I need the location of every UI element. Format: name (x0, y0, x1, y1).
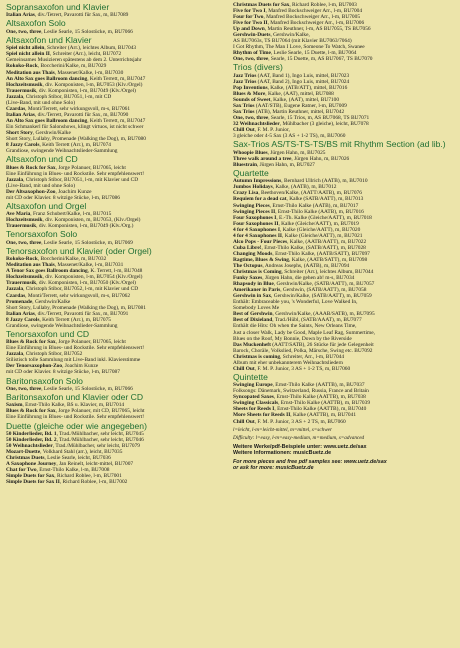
catalog-entry (6, 240, 227, 246)
entry-title: Four Saxophones I (233, 214, 277, 221)
entry-title: Chill Out (233, 365, 255, 372)
entry-title: Trauermusik (6, 280, 37, 287)
entry-title: Czardas (6, 292, 26, 299)
entry-title: Christmas is coming (233, 353, 281, 360)
entry-details: , Kalke (Gleiche/AATT), m, BU7021 (282, 232, 363, 239)
entry-title: Five for Two I (233, 8, 266, 15)
entry-details: , Keith Terrett, m, BU7047 (87, 117, 146, 124)
section-heading: Altsaxofon Solo (6, 18, 66, 29)
difficulty-legend-en: Difficulty: l=easy, l-m=easy-medium, m=medium, s=advanced (233, 434, 365, 441)
entry-title: Rokoko-Rock (6, 63, 38, 70)
entry-title: Sax Trios (233, 109, 255, 116)
entry-title: One, two, three (6, 239, 42, 246)
entry-details: , Christoph Stibor, BU7052, l-m, mit Klavier und CD (23, 286, 139, 293)
entry-details: , Ernst-Thilo Kalke (AATTB), m, BU7038 (273, 394, 366, 401)
entry-title: Rhythm of Time (233, 50, 271, 57)
entry-title: More Sheets for Reeds II (233, 412, 291, 419)
entry-details: , Jan Reinelt, leicht-mittel, BU7007 (56, 461, 134, 468)
entry-details: (AATT/SATB), 26 Stücke für jede Gelegenheit (270, 341, 374, 348)
entry-details: Gemeinsames Musizieren spätestens ab dem 2. Unterrichtsjahr (6, 57, 142, 64)
entry-details: , Gershwin/Kalke (32, 298, 71, 305)
entry-title: Jazzala (6, 351, 24, 358)
entry-title: Hochzeitsmusik (6, 217, 43, 224)
footer-more-info-de: Weitere Informationen: musicBuetz.de (233, 449, 332, 456)
catalog-entry (6, 479, 227, 485)
entry-details: , Leslie Searle, 15 Solostücke, m, BU7066 (41, 385, 133, 392)
entry-title: Swinging Pieces (233, 202, 270, 209)
entry-details: Eine Einführung in Blues- und Rockstile. Sehr empfehlenswert! (6, 345, 145, 352)
entry-details: , Gershwin/Kalke, (SATB/AATT), m, BU7059 (271, 293, 372, 300)
entry-details: , Manfred Bockschweiger Arr., l-m, BU7004 (265, 8, 363, 15)
entry-title: 32 Weihnachtslieder (233, 121, 280, 128)
entry-details: , Trad./Mühlbacher, sehr leicht, BU7045 (56, 430, 144, 437)
entry-details: , Ernst-Thilo Kalke (AATTB), m, BU7039 (278, 400, 371, 407)
entry-title: Three walk around a tree (233, 155, 292, 162)
entry-title: Blues & More (233, 91, 266, 98)
entry-title: Rhapsody in Blue (233, 281, 274, 288)
section-heading: Quintette (233, 371, 268, 382)
entry-details: , Ernst-Thilo Kalke, l-m, BU7008 (36, 467, 110, 474)
entry-details: (ATB), Martin Reuthner, mittel, BU7042 (254, 109, 345, 116)
entry-title: Trauermusik (6, 87, 37, 94)
entry-details: (Live-Band, mit und ohne Solo) (6, 99, 76, 106)
entry-details: , div. Komponisten, l-m, BU7053 (Klv./Orgel) (42, 81, 143, 88)
entry-details: , F. M. P. Junior, 3 AS + 1-2 TS, m, BU7060 (254, 365, 351, 372)
entry-details: , Trad./Mühlbacher, sehr leicht, BU7046 (56, 436, 144, 443)
entry-details: , Manfred Bockschweiger Arr., l-m, BU7005 (263, 14, 361, 21)
entry-details: , Leslie Searle, 15 Duette, l-m, BU7064 (270, 50, 357, 57)
entry-title: One, two, three (6, 28, 42, 35)
entry-details: I Got Rhythm, The Man I Love, Someone To Watch, Swanee (233, 44, 365, 51)
entry-details: Grandiose, swingende Weihnachtslieder-Sammlung (6, 148, 118, 155)
entry-title: Cuba Libre! (233, 244, 262, 251)
entry-title: Blues & Rock for Sax (6, 164, 56, 171)
entry-title: A Tenor Sax goes Ballroom dancing (6, 268, 88, 275)
entry-details: , Gershwin, (SATB/AATT), m, BU7058 (280, 287, 367, 294)
entry-details: , Manfred Bockschweiger Arr., l-m, BU7006 (267, 20, 365, 27)
entry-details: (AAT, Band 1), Ingo Luis, mittel, BU7023 (256, 72, 350, 79)
footer-more-works-de: Weitere Werke/pdf-Beispiele unter: www.uetz.de/sax (233, 443, 367, 450)
entry-title: Meditation aus Thais (6, 262, 55, 269)
section-heading: Tenorsaxofon und CD (6, 328, 90, 339)
entry-details: , Richard Roblee, l-m, BU7003 (289, 2, 357, 8)
entry-title: Swinging Classicals (233, 400, 279, 407)
entry-details: mit CD oder Klavier. 8 witzige Stücke, l-m, BU7086 (6, 194, 120, 201)
footer-ask-more-en: or ask for more: musicBuetz.de (233, 465, 314, 472)
entry-details: , K. Terrett, l-m, BU7048 (87, 268, 143, 275)
entry-details: , Ernst-Thilo Kalke, BS u. Klavier, m, BU7014 (22, 402, 125, 409)
entry-details: (Live-Band, mit und ohne Solo) (6, 182, 76, 189)
entry-title: One, two, three (6, 385, 42, 392)
entry-details: 3 gleiche oder 4-5 Sax (3 AS + 1-2 TS), m, BU7060 (233, 133, 346, 140)
entry-title: One, two, three (233, 56, 269, 63)
entry-title: An Alto Sax goes Ballroom dancing (6, 75, 88, 82)
entry-details: , Trad./Hübl, (SATB/AAAT), m, BU7077 (272, 317, 362, 324)
entry-title: Short Story (6, 129, 33, 136)
entry-details: Enthält: Embraceable you, 's Wonderful, Love Walked In, (233, 299, 358, 306)
entry-details: (AAT/STB), Eugene Ratner, l-m, BU7009 (254, 103, 347, 110)
entry-details: , Boccherini/Kalke, m, BU7032 (37, 256, 107, 263)
entry-title: Simple Duets for Sax II (6, 479, 60, 486)
entry-details: , div./Tetrert, Pavarotti für Sax, m, BU7089 (34, 12, 129, 19)
entry-details: , Ernst-Thilo Kalke (AATB), m, BU7017 (269, 202, 359, 209)
entry-details: , Gershwin/Kalke, (SATB/AATT), m, BU7057 (273, 281, 375, 288)
entry-details: , Kalke, (AATB/AATT), m, BU7022 (287, 238, 367, 245)
entry-details: , Leslie Searle, 15 Solostücke, m, BU7066 (41, 28, 133, 35)
entry-details: , Jorge Polanuer, BU7065, leicht (55, 164, 126, 171)
entry-details: , Christoph Stibor, BU7052 (23, 351, 83, 358)
entry-details: , Monti/Terrett, sehr wirkungsvoll, m-s, BU7061 (25, 105, 131, 112)
entry-details: , Christoph Stibor, BU7051, l-m, mit Klavier und CD (23, 176, 139, 183)
entry-title: Italian Arias (6, 111, 35, 118)
entry-details: Eine Einführung in Blues- und Rockstile. Sehr empfehlenswert! (6, 170, 145, 177)
entry-title: Autumn Impressions (233, 178, 282, 185)
entry-title: Czardas (6, 105, 26, 112)
entry-details: , Boccherini/Kalke, m, BU7029 (37, 63, 107, 70)
section-heading: Quartette (233, 167, 269, 178)
entry-details: , Ernst-Thilo Kalke (AATTB), m, BU7037 (272, 382, 365, 389)
entry-title: Sax Trios (233, 103, 255, 110)
section-heading: Trios (divers) (233, 62, 283, 73)
entry-title: Jazzala (6, 93, 24, 100)
entry-details: Barock, Choräle, Volkslied, Polka, Märsche, Swing etc. BU7092 (233, 347, 373, 354)
entry-details: , div./Terrett, Pavarotti für Sax, m, BU7091 (34, 310, 129, 317)
entry-details: Blues on the Roof, My Bonnie, Down by the Riverside (233, 335, 352, 342)
entry-details: (AAT, Band 2), Ingo Luis, mittel, BU7024 (256, 78, 350, 85)
entry-title: Christmas Duets (6, 455, 45, 462)
entry-title: Five for Two II (233, 20, 268, 27)
entry-title: Gershwin in Sax (233, 293, 272, 300)
entry-title: Chill Out (233, 418, 255, 425)
entry-title: 4 for 4 Saxophones II (233, 232, 283, 239)
catalog-entry (233, 366, 456, 372)
entry-details: , Schreiter (Arr.), leichtes Album, BU7044 (281, 269, 374, 276)
entry-details: , Jürgen Hahn, m, BU7027 (256, 161, 315, 168)
entry-details: Short Story, Lullaby, Promenade (Walking the Dog), m, BU7081 (6, 304, 146, 311)
section-heading: Altsaxofon und Klavier (6, 34, 92, 45)
entry-title: Trauermusik (6, 223, 37, 230)
entry-title: Saxism (6, 402, 23, 409)
entry-details: , Kalke (SATB/AATT), m, BU7013 (286, 196, 364, 203)
entry-title: Amerikaner in Paris (233, 287, 281, 294)
entry-title: Das Muckenheft (233, 341, 271, 348)
entry-title: Whoopie Blues (233, 149, 268, 156)
entry-details: , Massenet/Kalke, l-m, BU7031 (54, 262, 124, 269)
entry-details: , Richard Roblee, l-m, BU7002 (59, 479, 128, 486)
entry-title: Four Saxophones II (233, 220, 279, 227)
entry-title: Pop Inventions (233, 84, 268, 91)
entry-title: 50 Weihnachtslieder (6, 443, 53, 449)
entry-details: , Keith Terrett (Arr.), m, BU7074 (39, 142, 111, 149)
section-heading: Baritonsaxofon und Klavier oder CD (6, 391, 144, 402)
entry-title: Alco Pops - Four Pieces (233, 238, 288, 245)
section-heading: Altsaxofon und Orgel (6, 200, 87, 211)
catalog-entry (6, 29, 227, 35)
entry-title: Der Altsaxophon-Zoo (6, 188, 56, 195)
entry-title: Requiem for a dead cat (233, 196, 287, 203)
entry-details: Album mit eher unbekannterem Weihnachtsliedern (233, 359, 343, 366)
entry-details: , Jürgen Hahn, die gehen ab! m-s, BU7034 (262, 275, 355, 282)
entry-title: An Alto Sax goes Ballroom dancing (6, 117, 88, 124)
entry-details: , Kalke (Gleiche/AATT), m, BU7020 (279, 226, 361, 233)
entry-details: , Mühlbacher (3 gleiche), leicht, BU7078 (279, 121, 369, 128)
entry-title: Swinging Europe (233, 382, 273, 389)
section-heading: Tenorsaxofon Solo (6, 229, 78, 240)
entry-details: , Jorge Polanuer, mit CD, BU7065, leicht (55, 408, 145, 415)
section-heading: Baritonsaxofon Solo (6, 375, 83, 386)
entry-title: Hochzeitsmusik (6, 274, 43, 281)
entry-title: The Octopus (233, 263, 263, 269)
entry-details: , Ernst-Thilo Kalke (AATB), m, BU7016 (275, 208, 364, 215)
entry-details: , Kalke, (AATB/SATT), m, BU7098 (289, 256, 368, 263)
entry-details: , Beethoven/Kalke, (AATT/AATB), m, BU7076 (258, 190, 362, 197)
entry-details: , F. M. P. Junior, 3 AS + 2 TS, m, BU7060 (254, 418, 346, 425)
catalog-entry (6, 414, 227, 420)
entry-details: , Kalke, (AAT), mittel, BU7088 (265, 91, 334, 98)
entry-details: , Ernst-Thilo Kalke, (SATB/AATT), m, BU7028 (261, 244, 366, 251)
entry-details: , Volkhard Stahl (arr.), leicht, BU7035 (40, 449, 123, 456)
entry-title: 4 for 4 Saxophones I (233, 226, 280, 233)
section-heading: Tenorsaxofon und Klavier (oder Orgel) (6, 245, 152, 256)
entry-details: , Ernst-Thilo Kalke, (AATB/SATT), BU7097 (272, 250, 370, 257)
entry-title: Sounds of Sweet (233, 97, 271, 104)
entry-details: , Joachim Kunze (55, 188, 92, 195)
entry-details: , Kalke, (AAT), mittel, BU7100 (270, 97, 340, 104)
entry-details: , Massenet/Kalke, l-m, BU7030 (54, 69, 124, 76)
entry-title: Chill Out (233, 127, 255, 134)
entry-details: , div. Komponisten, l-m, BU7049 (Klv./Orgel) (36, 87, 136, 94)
entry-details: Folksongs: Dänemark, Switzerland, Russia, France and Britain (233, 388, 369, 395)
entry-title: Ragtime, Blues & Swing (233, 256, 290, 263)
entry-details: , Schreiter (Arr.), leichtes Album, BU7043 (44, 45, 137, 52)
entry-title: One, two, three (233, 115, 269, 122)
entry-title: Meditation aus Thais (6, 69, 55, 76)
entry-title: Promenade (6, 298, 33, 305)
entry-details: , Searle, 15 Trios, m, AS BU7068, TS BU7071 (268, 115, 370, 122)
entry-details: , Kalke (AATTB), m, BU7041 (290, 412, 357, 419)
entry-title: Swinging Pieces II (233, 208, 276, 215)
entry-details: Just a closer Walk, Lady be Good, Maple Leaf Rag, Summertime, (233, 329, 375, 336)
entry-details: , Trad./Mühlbacher, sehr leicht, BU7079 (52, 443, 141, 449)
entry-details: , E.-Th. Kalke (Gleiche/AATT), m, BU7018 (276, 214, 372, 221)
entry-details: , Franz Schubert/Kalke, l-m, BU7015 (30, 211, 112, 218)
entry-title: 8 Jazzy Carols (6, 142, 40, 149)
entry-details: , Schreiter, Arr., l-m, BU7044 (280, 353, 345, 360)
entry-details: , Keith Terrett, m, BU7047 (87, 75, 146, 82)
entry-details: , Kalke (Gleiche/AATT), m, BU7019 (278, 220, 359, 227)
catalog-column-right (233, 2, 456, 648)
entry-title: Italian Arias (6, 310, 35, 317)
catalog-entry (233, 419, 456, 425)
entry-details: , Kalke, (AATB), m, BU7012 (272, 184, 337, 191)
entry-details: , div./Terrett, Pavarotti für Sax, m, BU7090 (34, 111, 129, 118)
entry-title: Jazz Trios (233, 72, 257, 79)
entry-title: Best of Dixieland (233, 317, 273, 324)
entry-title: Jazzala (6, 286, 24, 293)
entry-details: , Joachim Kunze (62, 363, 99, 370)
entry-title: Hochzeitsmusik (6, 81, 43, 88)
entry-details: , Schreiter (Arr.), leicht, BU7072 (49, 51, 122, 58)
entry-details: , Jorge Polanuer, BU7065, leicht (55, 339, 126, 346)
entry-details: , Kalke, (ATB/ATT), mittel, BU7016 (267, 84, 348, 91)
entry-details: , Richard Roblee, l-m, BU7001 (54, 473, 122, 480)
entry-details: , Andreas Josephs, (AATB), m, BU7094 (262, 263, 350, 269)
entry-details: Ein Schmankerl für Salonshows, klingt virtuos, ist nicht schwer (6, 123, 144, 130)
entry-title: Best of Gershwin (233, 311, 273, 318)
entry-title: A Saxophone Journey (6, 461, 57, 468)
entry-details: , F. M. P. Junior, (254, 127, 290, 134)
entry-details: mit CD oder Klavier. 8 witzige Stücke, l-m, BU7087 (6, 369, 120, 376)
entry-details: , Gershwin/Kalke, (270, 32, 310, 39)
entry-title: Jazzala (6, 176, 24, 183)
entry-details: , div. Komponisten, m, BU7053, (Klv./Orgel) (42, 217, 141, 224)
footer-more-pieces-en: For more pieces and free pdf samples see: www.uetz.de/sax (233, 458, 387, 465)
entry-details: Enthält die Hits: Oh when the Saints, New Orleans Time, (233, 323, 357, 330)
entry-details: , Ernst-Thilo Kalke (AATTB), m, BU7040 (274, 406, 367, 413)
entry-title: Simple Duets for Sax (6, 473, 55, 480)
entry-title: Jazz Trios (233, 78, 257, 85)
entry-title: Mozart-Duette (6, 449, 41, 456)
entry-details: , Christoph Stibor, BU7051, l-m, mit CD (23, 93, 112, 100)
entry-details: , Leslie Searle, 15 Solostücke, m, BU7069 (41, 239, 133, 246)
entry-details: , Gershwin/Kalke, (AAAB/SATB), m, BU7095 (272, 311, 375, 318)
section-heading: Sax-Trios AS/TS-TS-TS/BS mit Rhythm Section (ad lib.) (233, 139, 446, 150)
entry-title: Crazy Lisa (233, 190, 259, 197)
entry-title: Up and Down (233, 26, 265, 33)
entry-title: Chat for Two (6, 467, 37, 474)
entry-title: Blues & Rock for Sax (6, 408, 56, 415)
entry-title: Spiel nicht allein (6, 45, 45, 52)
difficulty-legend-de: l=leicht, l-m=leicht-mittel, m=mittel, s=schwer (233, 426, 333, 433)
entry-details: , Searle, 15 Duette, m, AS BU7067, TS BU7070 (268, 56, 373, 63)
entry-details: , Jürgen Hahn, m, BU7026 (291, 155, 350, 162)
entry-title: Four for Two (233, 14, 264, 21)
entry-title: Christmas Duets for Sax (233, 2, 290, 8)
entry-title: Bluestrain (233, 161, 257, 168)
entry-title: Blues & Rock for Sax (6, 339, 56, 346)
entry-details: , div. Komponisten, l-m, BU7050 (Klv./Orgel) (36, 280, 136, 287)
entry-details: , Gershwin/Kalke (32, 129, 71, 136)
catalog-entry (6, 323, 227, 329)
entry-title: Funky Saxes (233, 275, 263, 282)
section-heading: Altsaxofon und CD (6, 154, 78, 165)
entry-title: Syncopated Saxes (233, 394, 274, 401)
entry-details: , Jürgen Hahn, m, BU7025 (267, 149, 326, 156)
section-heading: Sopransaxofon und Klavier (6, 2, 110, 12)
entry-details: , Bernhard Ullrich (AATB), m, BU7010 (281, 178, 368, 185)
entry-title: Changing Moods (233, 250, 273, 257)
entry-details: Short Story, Lullaby, Promenade (Walking the Dog), m, BU7080 (6, 136, 146, 143)
entry-title: 50 Kinderlieder, Bd. 2 (6, 436, 57, 443)
entry-details: , div. Komponisten, l-m, BU7054 (Klv./Orgel) (42, 274, 143, 281)
entry-title: Italian Arias (6, 12, 35, 19)
entry-title: Sheets for Reeds I (233, 406, 275, 413)
section-heading: Duette (gleiche oder wie angegeben) (6, 420, 147, 431)
entry-details: , div. Komponisten, l-m, BU7049 (Klv./Org.) (36, 223, 134, 230)
entry-title: Rokoko-Rock (6, 256, 38, 263)
entry-details: , Leslie Searle, leicht, BU7036 (44, 455, 111, 462)
entry-details: Stilistisch tolle Sammlung mit Live-Band inkl. Klavierstimme (6, 357, 141, 364)
catalog-entry (6, 369, 227, 375)
entry-title: Spiel nicht allein II (6, 51, 50, 58)
entry-details: Eine Einführung in Blues- und Rockstile. Sehr empfehlenswert! (6, 414, 145, 421)
catalog-entry (6, 195, 227, 201)
entry-title: 8 Jazzy Carols (6, 316, 40, 323)
entry-title: 50 Kinderlieder, Bd. 1 (6, 430, 57, 437)
entry-title: Ave Maria (6, 211, 31, 218)
entry-details: Grandiose, swingende Weihnachtslieder-Sammlung (6, 322, 118, 329)
entry-title: Jumbos Holidays (233, 184, 273, 191)
entry-details: , Martin Reuthner, l-m, AS BU7055, TS BU7056 (264, 26, 371, 33)
entry-title: Der Tenorsaxophon-Zoo (6, 363, 63, 370)
entry-details: , Monti/Terrett, sehr wirkungsvoll, m-s, BU7062 (25, 292, 131, 299)
entry-details: Somebody Loves Me (233, 305, 280, 312)
entry-title: Christmas is Coming (233, 269, 282, 276)
entry-details: AS BU7063s, TS BU7064 (mit Klavier BU7063/7064) (233, 38, 352, 45)
entry-title: Gershwin-Duets (233, 32, 271, 39)
entry-details: , Keith Terrett (Arr.), m, BU7075 (39, 316, 111, 323)
catalog-column-left (6, 2, 227, 648)
